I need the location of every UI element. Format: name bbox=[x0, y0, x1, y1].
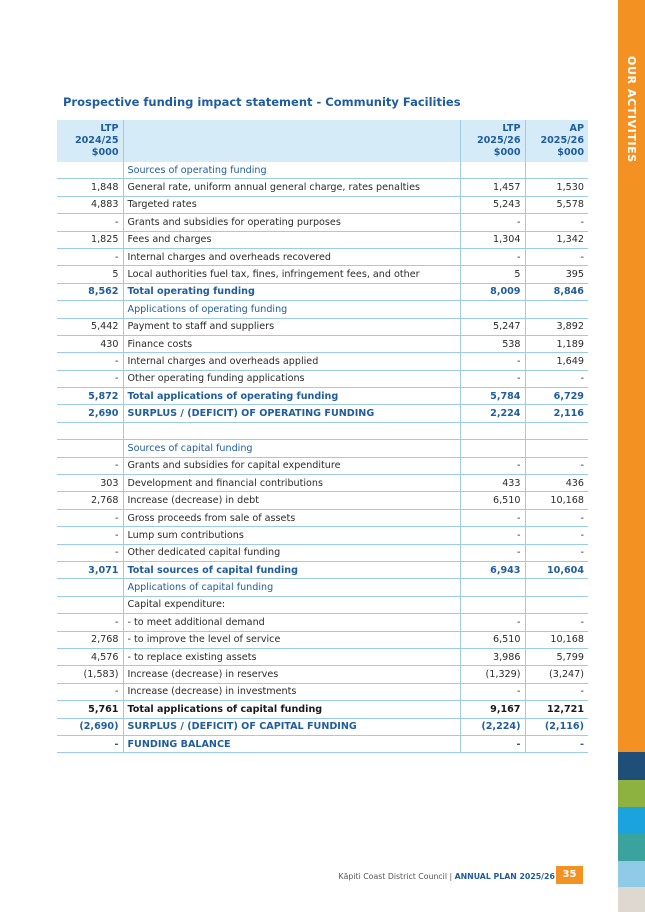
ltp-2025-value bbox=[460, 440, 525, 457]
section-sidebar bbox=[618, 0, 645, 912]
ltp-2024-value: 4,576 bbox=[57, 648, 123, 665]
ap-2025-value bbox=[525, 440, 588, 457]
table-row bbox=[57, 683, 588, 700]
ltp-2024-value: - bbox=[57, 735, 123, 752]
ltp-2025-value: - bbox=[460, 614, 525, 631]
ltp-2024-value bbox=[57, 422, 123, 439]
color-swatch-2 bbox=[618, 780, 645, 807]
ltp-2025-value: (1,329) bbox=[460, 666, 525, 683]
ltp-2025-value: 6,943 bbox=[460, 561, 525, 578]
table-row bbox=[57, 318, 588, 335]
table-row bbox=[57, 196, 588, 213]
ltp-2024-value: 430 bbox=[57, 335, 123, 352]
ltp-2024-value: 303 bbox=[57, 475, 123, 492]
table-row bbox=[57, 335, 588, 352]
ap-2025-value: 5,799 bbox=[525, 648, 588, 665]
table-row bbox=[57, 457, 588, 474]
row-description: Other dedicated capital funding bbox=[123, 544, 460, 561]
table-row bbox=[57, 648, 588, 665]
table-row bbox=[57, 162, 588, 179]
footer-document: ANNUAL PLAN 2025/26 bbox=[454, 872, 555, 881]
table-row bbox=[57, 561, 588, 578]
ltp-2025-value bbox=[460, 301, 525, 318]
ltp-2025-value bbox=[460, 162, 525, 179]
ltp-2024-value: 8,562 bbox=[57, 283, 123, 300]
ltp-2025-value: 8,009 bbox=[460, 283, 525, 300]
row-description: Total operating funding bbox=[123, 283, 460, 300]
ltp-2025-value: 5,784 bbox=[460, 388, 525, 405]
ltp-2025-value bbox=[460, 596, 525, 613]
funding-impact-table bbox=[57, 120, 588, 753]
row-description: Payment to staff and suppliers bbox=[123, 318, 460, 335]
ltp-2024-value bbox=[57, 162, 123, 179]
ap-2025-value: (3,247) bbox=[525, 666, 588, 683]
row-description: - to improve the level of service bbox=[123, 631, 460, 648]
ltp-2025-value bbox=[460, 579, 525, 596]
ap-2025-value: 1,530 bbox=[525, 179, 588, 196]
ltp-2024-value: (1,583) bbox=[57, 666, 123, 683]
ltp-2025-value: 5,243 bbox=[460, 196, 525, 213]
table-row bbox=[57, 440, 588, 457]
ltp-2025-value: 433 bbox=[460, 475, 525, 492]
row-description: Grants and subsidies for capital expenditure bbox=[123, 457, 460, 474]
ltp-2025-value: - bbox=[460, 457, 525, 474]
row-description: Finance costs bbox=[123, 335, 460, 352]
footer-separator: | bbox=[449, 872, 453, 881]
ap-2025-value bbox=[525, 162, 588, 179]
ltp-2024-value bbox=[57, 579, 123, 596]
ltp-2025-value: 5 bbox=[460, 266, 525, 283]
table-row bbox=[57, 596, 588, 613]
table-row bbox=[57, 544, 588, 561]
ltp-2025-value: 1,304 bbox=[460, 231, 525, 248]
ltp-2024-value: 4,883 bbox=[57, 196, 123, 213]
color-swatch-4 bbox=[618, 834, 645, 861]
ap-2025-value: 2,116 bbox=[525, 405, 588, 422]
ltp-2025-value: (2,224) bbox=[460, 718, 525, 735]
ap-2025-value: 395 bbox=[525, 266, 588, 283]
ap-2025-value: 8,846 bbox=[525, 283, 588, 300]
row-description: - to meet additional demand bbox=[123, 614, 460, 631]
row-description: Grants and subsidies for operating purposes bbox=[123, 214, 460, 231]
ap-2025-value: - bbox=[525, 248, 588, 265]
ap-2025-value: - bbox=[525, 527, 588, 544]
ltp-2024-value: 2,768 bbox=[57, 631, 123, 648]
ltp-2024-value: 5 bbox=[57, 266, 123, 283]
row-description: Sources of operating funding bbox=[123, 162, 460, 179]
ltp-2024-value: 5,442 bbox=[57, 318, 123, 335]
table-row bbox=[57, 422, 588, 439]
ap-2025-value: - bbox=[525, 683, 588, 700]
ltp-2024-value: - bbox=[57, 248, 123, 265]
ap-2025-value bbox=[525, 596, 588, 613]
row-description: Increase (decrease) in debt bbox=[123, 492, 460, 509]
ltp-2025-value: - bbox=[460, 353, 525, 370]
table-row bbox=[57, 509, 588, 526]
ltp-2024-value: 5,872 bbox=[57, 388, 123, 405]
footer-org: Kāpiti Coast District Council bbox=[338, 872, 448, 881]
row-description: Increase (decrease) in investments bbox=[123, 683, 460, 700]
ltp-2025-value: 9,167 bbox=[460, 701, 525, 718]
col-header-ap-2025: AP 2025/26 $000 bbox=[525, 120, 588, 162]
row-description: SURPLUS / (DEFICIT) OF CAPITAL FUNDING bbox=[123, 718, 460, 735]
row-description: Applications of capital funding bbox=[123, 579, 460, 596]
ap-2025-value: 1,649 bbox=[525, 353, 588, 370]
row-description: Internal charges and overheads recovered bbox=[123, 248, 460, 265]
color-swatch-5 bbox=[618, 861, 645, 887]
ltp-2024-value: - bbox=[57, 614, 123, 631]
ltp-2025-value: - bbox=[460, 683, 525, 700]
table-row bbox=[57, 266, 588, 283]
ap-2025-value: 1,189 bbox=[525, 335, 588, 352]
table-row bbox=[57, 579, 588, 596]
table-row bbox=[57, 666, 588, 683]
row-description: Gross proceeds from sale of assets bbox=[123, 509, 460, 526]
ltp-2025-value: 6,510 bbox=[460, 631, 525, 648]
ltp-2024-value: - bbox=[57, 457, 123, 474]
ltp-2025-value: 6,510 bbox=[460, 492, 525, 509]
table-row bbox=[57, 701, 588, 718]
row-description: FUNDING BALANCE bbox=[123, 735, 460, 752]
row-description: Other operating funding applications bbox=[123, 370, 460, 387]
row-description: Total applications of capital funding bbox=[123, 701, 460, 718]
ltp-2024-value: - bbox=[57, 509, 123, 526]
row-description: SURPLUS / (DEFICIT) OF OPERATING FUNDING bbox=[123, 405, 460, 422]
col-header-ltp-2024: LTP 2024/25 $000 bbox=[57, 120, 123, 162]
ltp-2024-value: - bbox=[57, 353, 123, 370]
ltp-2024-value: 1,848 bbox=[57, 179, 123, 196]
ltp-2025-value: - bbox=[460, 735, 525, 752]
ltp-2025-value bbox=[460, 422, 525, 439]
table-body bbox=[57, 162, 588, 753]
row-description: Sources of capital funding bbox=[123, 440, 460, 457]
table-row bbox=[57, 231, 588, 248]
ltp-2025-value: - bbox=[460, 527, 525, 544]
section-tab-label: OUR ACTIVITIES bbox=[625, 56, 638, 163]
ltp-2024-value: 5,761 bbox=[57, 701, 123, 718]
ap-2025-value: (2,116) bbox=[525, 718, 588, 735]
col-header-description bbox=[123, 120, 460, 162]
ltp-2025-value: 1,457 bbox=[460, 179, 525, 196]
ap-2025-value bbox=[525, 301, 588, 318]
ltp-2024-value: (2,690) bbox=[57, 718, 123, 735]
row-description bbox=[123, 422, 460, 439]
ap-2025-value bbox=[525, 422, 588, 439]
table-row bbox=[57, 527, 588, 544]
ap-2025-value: - bbox=[525, 214, 588, 231]
ltp-2025-value: - bbox=[460, 544, 525, 561]
ap-2025-value: - bbox=[525, 509, 588, 526]
table-row bbox=[57, 214, 588, 231]
row-description: Internal charges and overheads applied bbox=[123, 353, 460, 370]
row-description: Total sources of capital funding bbox=[123, 561, 460, 578]
row-description: Total applications of operating funding bbox=[123, 388, 460, 405]
table-header-row bbox=[57, 120, 588, 162]
ap-2025-value: - bbox=[525, 544, 588, 561]
color-swatch-6 bbox=[618, 887, 645, 912]
ltp-2025-value: - bbox=[460, 214, 525, 231]
row-description: Capital expenditure: bbox=[123, 596, 460, 613]
ltp-2024-value: - bbox=[57, 527, 123, 544]
table-row bbox=[57, 405, 588, 422]
row-description: Lump sum contributions bbox=[123, 527, 460, 544]
row-description: - to replace existing assets bbox=[123, 648, 460, 665]
color-swatch-3 bbox=[618, 807, 645, 834]
row-description: Fees and charges bbox=[123, 231, 460, 248]
ltp-2025-value: 538 bbox=[460, 335, 525, 352]
ltp-2025-value: 2,224 bbox=[460, 405, 525, 422]
table-row bbox=[57, 353, 588, 370]
ap-2025-value: 3,892 bbox=[525, 318, 588, 335]
ap-2025-value: 10,168 bbox=[525, 631, 588, 648]
ltp-2024-value: - bbox=[57, 370, 123, 387]
row-description: Targeted rates bbox=[123, 196, 460, 213]
table-row bbox=[57, 301, 588, 318]
ap-2025-value bbox=[525, 579, 588, 596]
table-row bbox=[57, 283, 588, 300]
table-row bbox=[57, 370, 588, 387]
row-description: Local authorities fuel tax, fines, infringement fees, and other bbox=[123, 266, 460, 283]
page-number: 35 bbox=[556, 866, 583, 884]
ap-2025-value: - bbox=[525, 735, 588, 752]
col-header-ltp-2025: LTP 2025/26 $000 bbox=[460, 120, 525, 162]
table-row bbox=[57, 475, 588, 492]
ltp-2024-value: - bbox=[57, 683, 123, 700]
ap-2025-value: 10,168 bbox=[525, 492, 588, 509]
ltp-2025-value: - bbox=[460, 370, 525, 387]
ltp-2024-value bbox=[57, 596, 123, 613]
ap-2025-value: - bbox=[525, 457, 588, 474]
table-row bbox=[57, 631, 588, 648]
ap-2025-value: 1,342 bbox=[525, 231, 588, 248]
ltp-2025-value: 3,986 bbox=[460, 648, 525, 665]
ltp-2024-value bbox=[57, 301, 123, 318]
ltp-2024-value: - bbox=[57, 544, 123, 561]
row-description: Development and financial contributions bbox=[123, 475, 460, 492]
table-row bbox=[57, 179, 588, 196]
ap-2025-value: - bbox=[525, 370, 588, 387]
ap-2025-value: 6,729 bbox=[525, 388, 588, 405]
table-row bbox=[57, 735, 588, 752]
ltp-2024-value: 2,768 bbox=[57, 492, 123, 509]
page-footer bbox=[0, 872, 560, 881]
ltp-2025-value: - bbox=[460, 509, 525, 526]
ap-2025-value: 12,721 bbox=[525, 701, 588, 718]
page-title: Prospective funding impact statement - Community Facilities bbox=[63, 95, 461, 109]
row-description: Increase (decrease) in reserves bbox=[123, 666, 460, 683]
ap-2025-value: 10,604 bbox=[525, 561, 588, 578]
ltp-2024-value: 3,071 bbox=[57, 561, 123, 578]
table-row bbox=[57, 248, 588, 265]
table-row bbox=[57, 614, 588, 631]
ltp-2025-value: 5,247 bbox=[460, 318, 525, 335]
row-description: Applications of operating funding bbox=[123, 301, 460, 318]
ap-2025-value: 436 bbox=[525, 475, 588, 492]
ap-2025-value: 5,578 bbox=[525, 196, 588, 213]
color-swatch-1 bbox=[618, 752, 645, 780]
table-row bbox=[57, 388, 588, 405]
ltp-2025-value: - bbox=[460, 248, 525, 265]
ltp-2024-value: 2,690 bbox=[57, 405, 123, 422]
ltp-2024-value: 1,825 bbox=[57, 231, 123, 248]
row-description: General rate, uniform annual general charge, rates penalties bbox=[123, 179, 460, 196]
ltp-2024-value bbox=[57, 440, 123, 457]
table-row bbox=[57, 492, 588, 509]
ap-2025-value: - bbox=[525, 614, 588, 631]
table-row bbox=[57, 718, 588, 735]
ltp-2024-value: - bbox=[57, 214, 123, 231]
